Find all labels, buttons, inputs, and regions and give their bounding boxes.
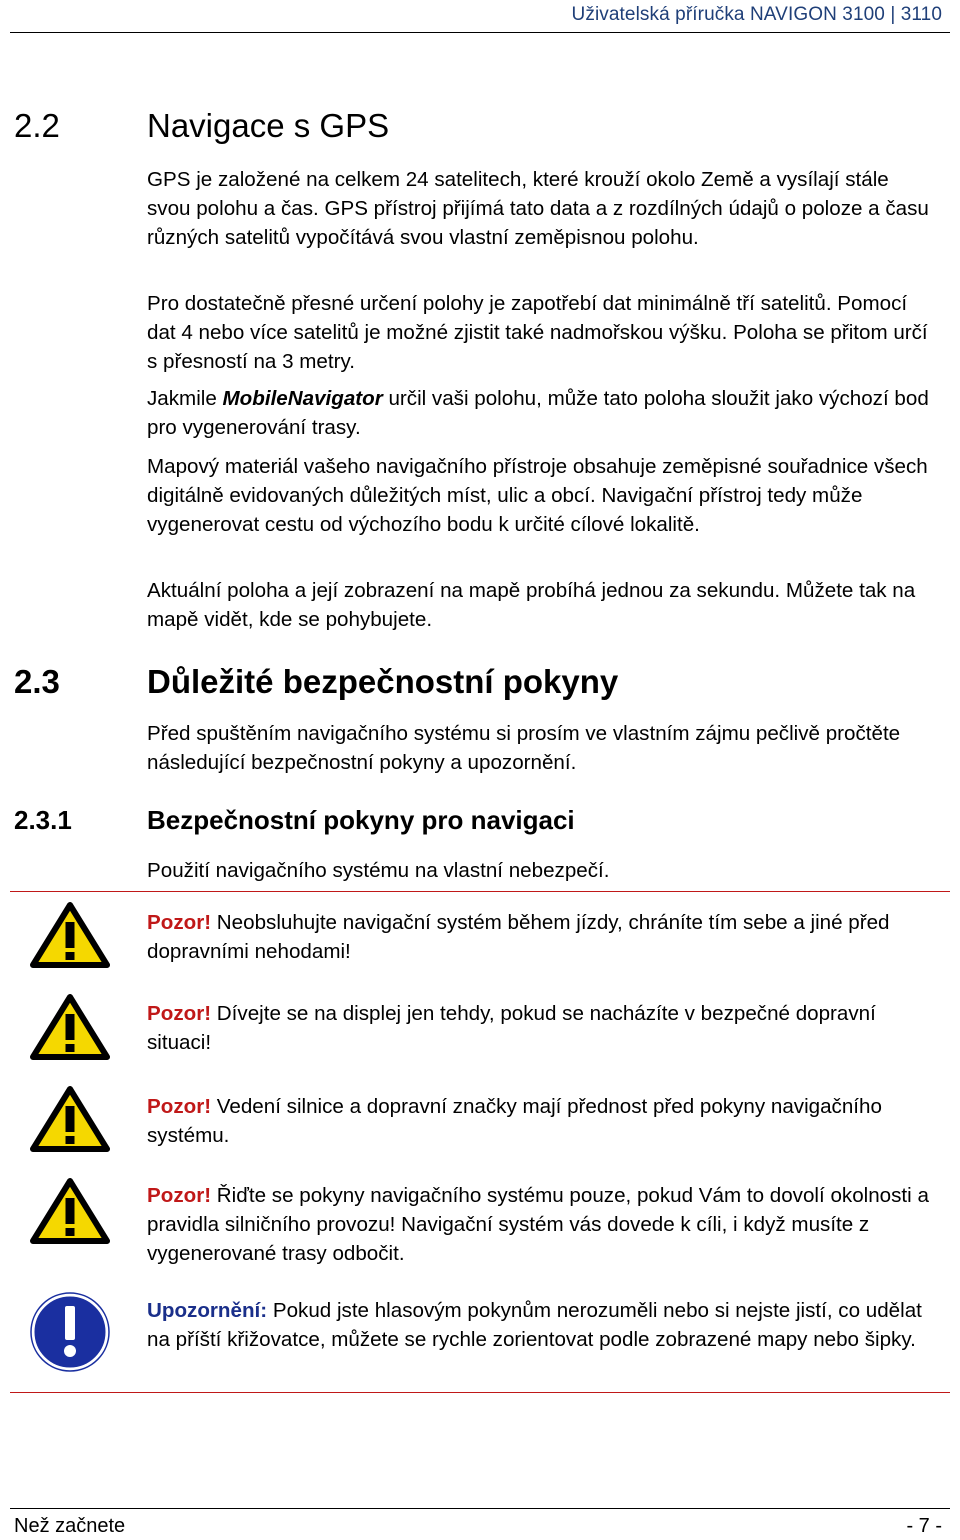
paragraph: Mapový materiál vašeho navigačního přístroje obsahuje zeměpisné souřadnice všech digitálně evidovaných důležitých míst, ulic a obcí. Navigační přístroj tedy může vygenerovat cestu od výchozího bodu k určité cílové lokalitě. xyxy=(147,455,928,536)
running-header: Uživatelská příručka NAVIGON 3100 | 3110 xyxy=(571,4,942,25)
paragraph: Použití navigačního systému na vlastní nebezpečí. xyxy=(147,859,610,882)
product-name: MobileNavigator xyxy=(222,387,383,410)
warning-lead: Pozor! xyxy=(147,1095,212,1118)
section-number: 2.3 xyxy=(14,663,60,700)
warning-note xyxy=(147,1181,937,1268)
section-2-3-heading xyxy=(14,662,618,702)
warning-text: Dívejte se na displej jen tehdy, pokud se nacházíte v bezpečné dopravní situaci! xyxy=(147,1002,876,1054)
section-title: Bezpečnostní pokyny pro navigaci xyxy=(147,805,575,835)
section-number: 2.2 xyxy=(14,107,60,144)
footer-divider xyxy=(10,1508,950,1509)
notice-lead: Upozornění: xyxy=(147,1299,268,1322)
warning-note xyxy=(147,908,937,966)
header-divider xyxy=(10,32,950,33)
warning-text: Neobsluhujte navigační systém během jízdy, chráníte tím sebe a jiné před dopravními nehodami! xyxy=(147,911,890,963)
red-divider xyxy=(10,891,950,892)
paragraph xyxy=(147,384,937,442)
section-2-3-1-heading xyxy=(14,804,575,836)
warning-text: Řiďte se pokyny navigačního systému pouze, pokud Vám to dovolí okolnosti a pravidla silničního provozu! Navigační systém vás dovede k cíli, i když musíte z vygenerované trasy odbočit. xyxy=(147,1184,929,1265)
footer-chapter: Než začnete xyxy=(14,1515,126,1537)
warning-triangle-icon xyxy=(30,994,110,1065)
warning-note xyxy=(147,1092,937,1150)
paragraph: Před spuštěním navigačního systému si prosím ve vlastním zájmu pečlivě pročtěte následující bezpečnostní pokyny a upozornění. xyxy=(147,722,901,774)
section-number: 2.3.1 xyxy=(14,805,72,835)
warning-lead: Pozor! xyxy=(147,1002,212,1025)
warning-triangle-icon xyxy=(30,1086,110,1157)
notice-text: Pokud jste hlasovým pokynům nerozuměli nebo si nejste jistí, co udělat na příští křižovatce, můžete se rychle zorientovat podle zobrazené mapy nebo šipky. xyxy=(147,1299,922,1351)
warning-triangle-icon xyxy=(30,1178,110,1249)
warning-triangle-icon xyxy=(30,902,110,973)
warning-text: Vedení silnice a dopravní značky mají přednost před pokyny navigačního systému. xyxy=(147,1095,882,1147)
section-title: Důležité bezpečnostní pokyny xyxy=(147,663,619,700)
warning-note xyxy=(147,999,937,1057)
notice-note xyxy=(147,1296,937,1354)
red-divider xyxy=(10,1392,950,1393)
paragraph: Aktuální poloha a její zobrazení na mapě probíhá jednou za sekundu. Můžete tak na mapě vidět, kde se pohybujete. xyxy=(147,579,916,631)
paragraph-text: Jakmile xyxy=(147,387,223,410)
warning-lead: Pozor! xyxy=(147,1184,212,1207)
section-2-2-heading xyxy=(14,106,389,146)
paragraph: Pro dostatečně přesné určení polohy je zapotřebí dat minimálně tří satelitů. Pomocí dat 4 nebo více satelitů je možné zjistit také nadmořskou výšku. Poloha se přitom určí s přesností na 3 metry. xyxy=(147,292,928,373)
section-title: Navigace s GPS xyxy=(147,107,390,144)
info-exclamation-circle-icon xyxy=(30,1292,110,1377)
page-number: - 7 - xyxy=(906,1515,942,1537)
warning-lead: Pozor! xyxy=(147,911,212,934)
paragraph: GPS je založené na celkem 24 satelitech, které krouží okolo Země a vysílají stále svou polohu a čas. GPS přístroj přijímá tato data a z rozdílných údajů o poloze a času různých satelitů vypočítává svou vlastní zeměpisnou polohu. xyxy=(147,168,929,249)
paragraph-text: určil vaši polohu, může tato poloha sloužit jako výchozí bod pro vygenerování trasy. xyxy=(147,387,929,439)
